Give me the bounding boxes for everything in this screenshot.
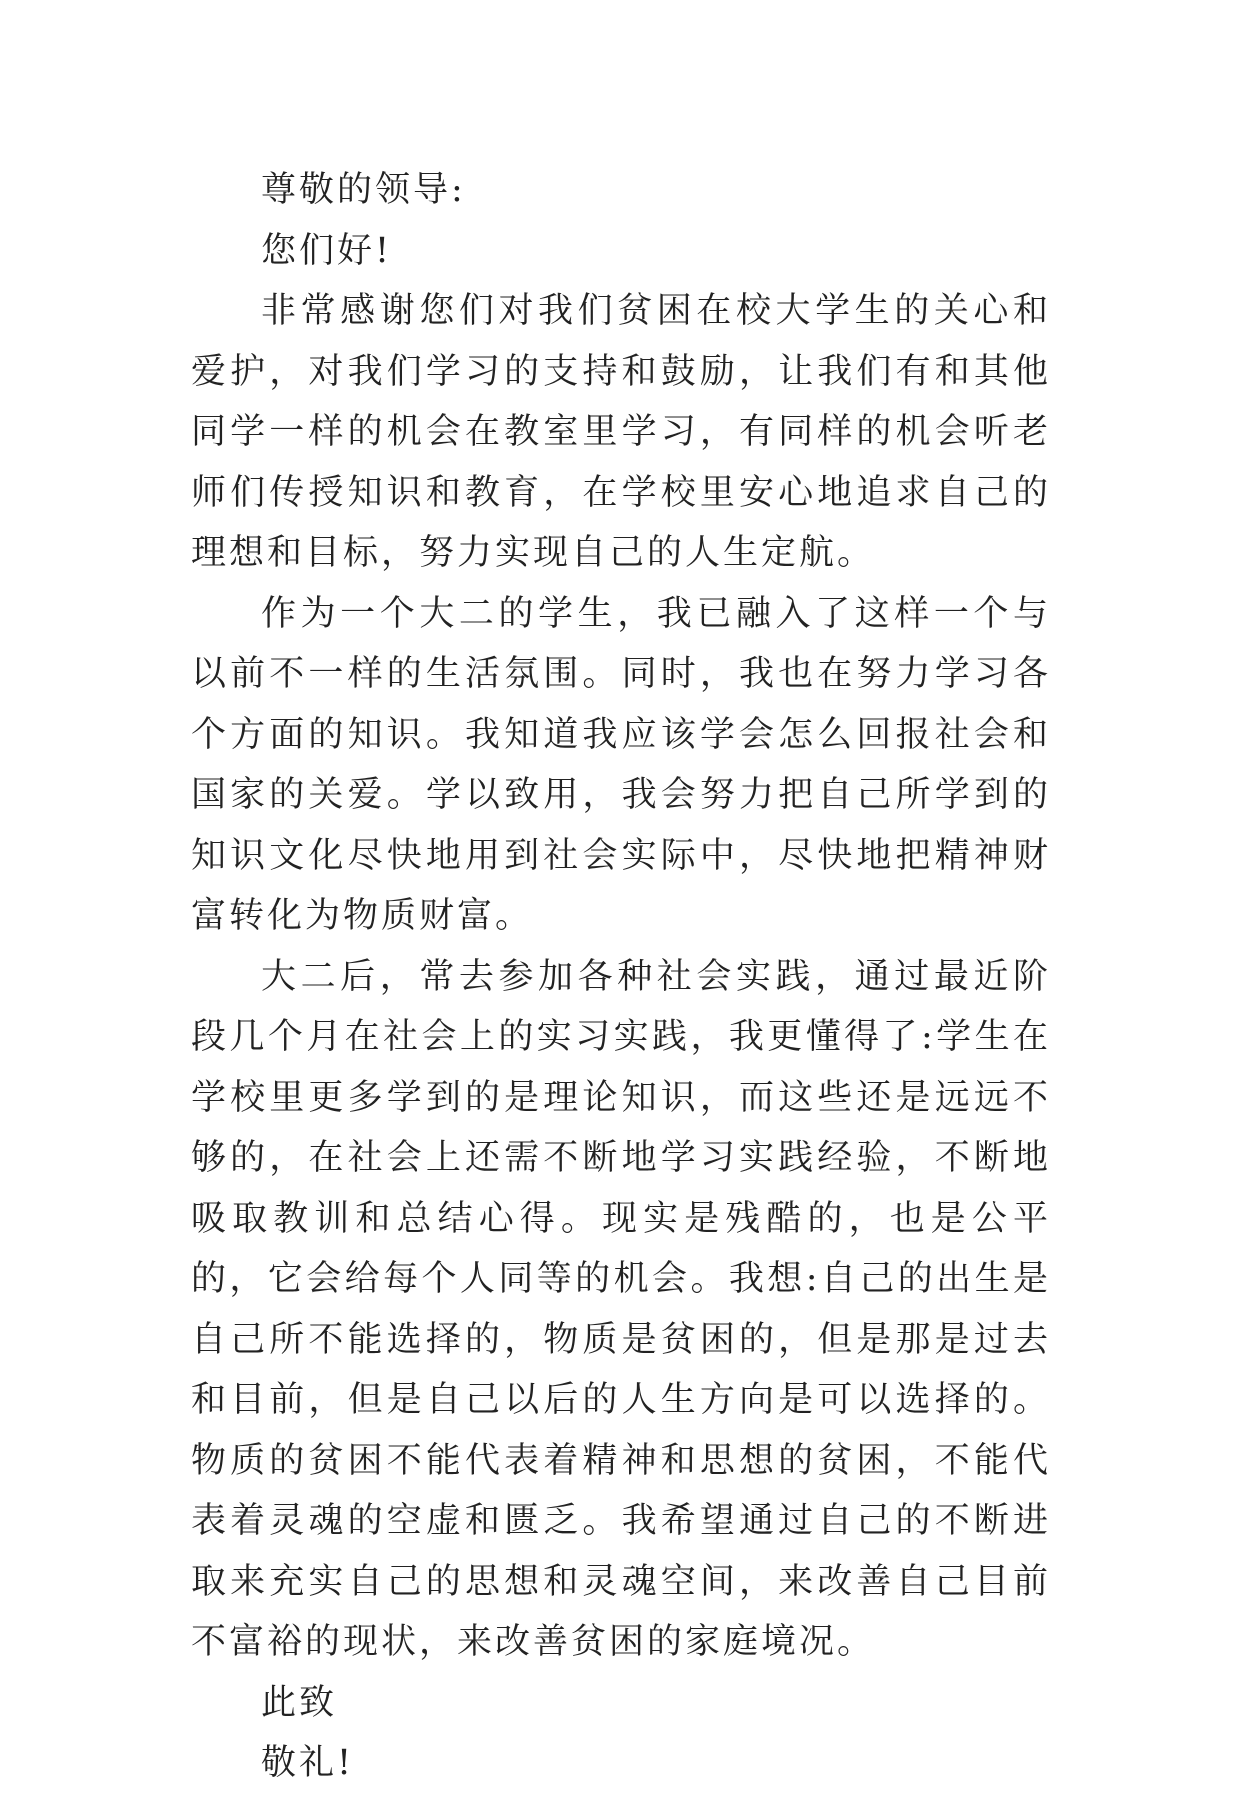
body-paragraph-3: 大二后，常去参加各种社会实践，通过最近阶段几个月在社会上的实习实践，我更懂得了:学生在学校里更多学到的是理论知识，而这些还是远远不够的，在社会上还需不断地学习实践经验，不断地吸取教训和总结心得。现实是残酷的，也是公平的，它会给每个人同等的机会。我想:自己的出生是自己所不能选择的，物质是贫困的，但是那是过去和目前，但是自己以后的人生方向是可以选择的。物质的贫困不能代表着精神和思想的贫困，不能代表着灵魂的空虚和匮乏。我希望通过自己的不断进取来充实自己的思想和灵魂空间，来改善自己目前不富裕的现状，来改善贫困的家庭境况。 (191, 956, 1051, 1662)
greeting: 您们好! (261, 230, 393, 271)
body-paragraph-2: 作为一个大二的学生，我已融入了这样一个与以前不一样的生活氛围。同时，我也在努力学习各个方面的知识。我知道我应该学会怎么回报社会和国家的关爱。学以致用，我会努力把自己所学到的知识文化尽快地用到社会实际中，尽快地把精神财富转化为物质财富。 (191, 593, 1051, 936)
body-paragraph-1: 非常感谢您们对我们贫困在校大学生的关心和爱护，对我们学习的支持和鼓励，让我们有和其他同学一样的机会在教室里学习，有同样的机会听老师们传授知识和教育，在学校里安心地追求自己的理想和目标，努力实现自己的人生定航。 (191, 291, 1051, 573)
closing-jing-li: 敬礼! (261, 1743, 355, 1783)
closing-ci-zhi: 此致 (261, 1682, 338, 1723)
letter-body (191, 160, 1051, 1794)
salutation: 尊敬的领导: (261, 170, 466, 210)
